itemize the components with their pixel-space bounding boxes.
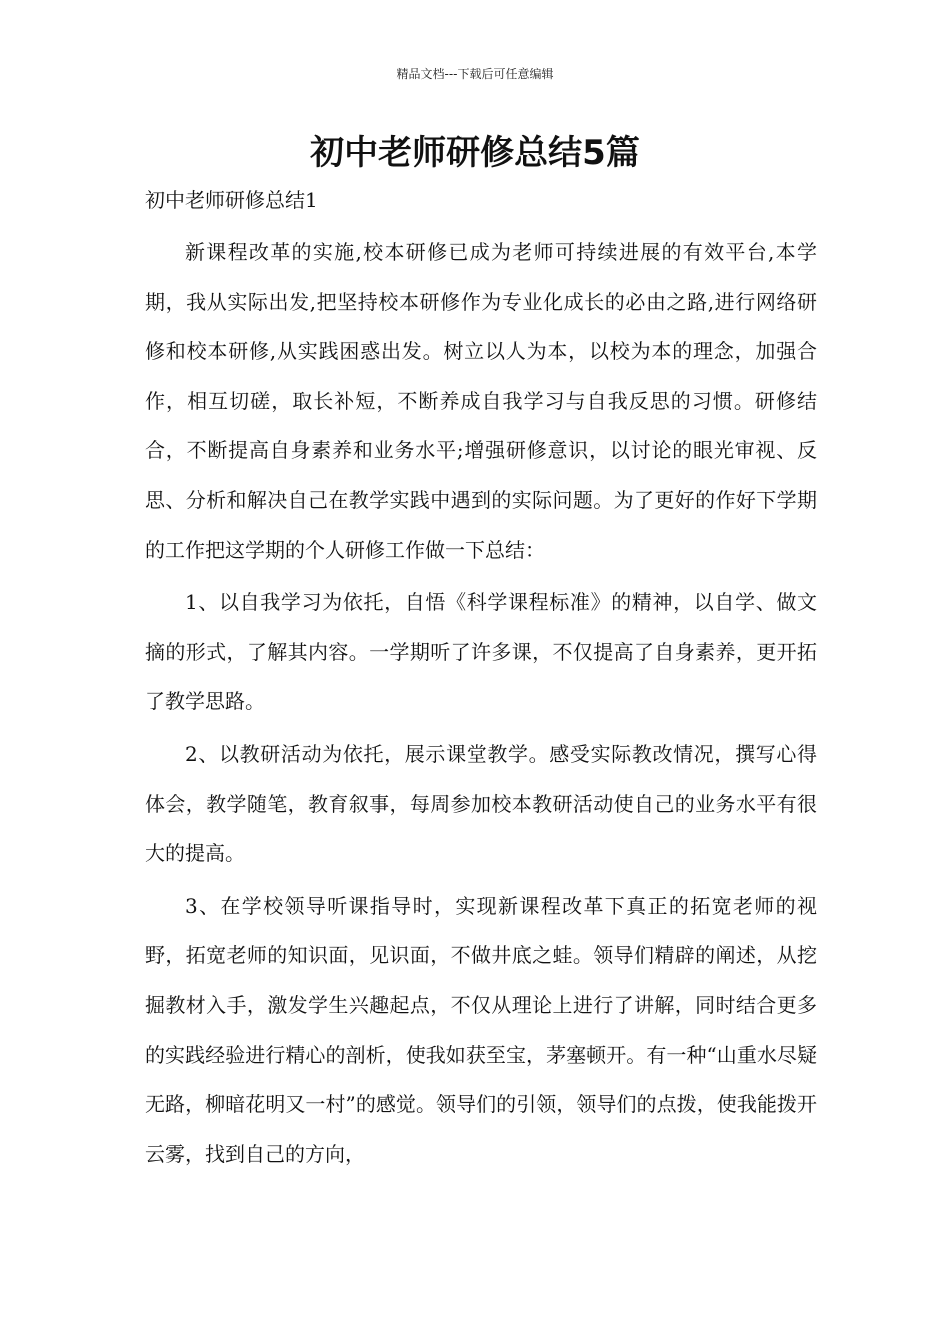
paragraph-item-2: 2、以教研活动为依托，展示课堂教学。感受实际教改情况，撰写心得体会，教学随笔，教育叙事，每周参加校本教研活动使自己的业务水平有很大的提高。: [145, 741, 817, 866]
header-note: 精品文档---下载后可任意编辑: [396, 67, 554, 81]
paragraph-item-3: 3、在学校领导听课指导时，实现新课程改革下真正的拓宽老师的视野，拓宽老师的知识面，见识面，不做井底之蛙。领导们精辟的阐述，从挖掘教材入手，激发学生兴趣起点，不仅从理论上进行了讲解，同时结合更多的实践经验进行精心的剖析，使我如获至宝，茅塞顿开。有一种“山重水尽疑无路，柳暗花明又一村”的感觉。领导们的引领，领导们的点拨，使我能拨开云雾，找到自己的方向，: [145, 893, 817, 1166]
section-heading: 初中老师研修总结1: [145, 188, 318, 212]
paragraph-item-1: 1、以自我学习为依托，自悟《科学课程标准》的精神，以自学、做文摘的形式，了解其内容。一学期听了许多课，不仅提高了自身素养，更开拓了教学思路。: [145, 590, 817, 714]
document-body: [145, 228, 817, 1179]
document-title: 初中老师研修总结5篇: [310, 133, 640, 173]
paragraph-intro: 新课程改革的实施,校本研修已成为老师可持续进展的有效平台,本学期，我从实际出发,把坚持校本研修作为专业化成长的必由之路,进行网络研修和校本研修,从实践困惑出发。树立以人为本，以校为本的理念，加强合作，相互切磋，取长补短，不断养成自我学习与自我反思的习惯。研修结合，不断提高自身素养和业务水平;增强研修意识，以讨论的眼光审视、反思、分析和解决自己在教学实践中遇到的实际问题。为了更好的作好下学期的工作把这学期的个人研修工作做一下总结：: [145, 240, 817, 562]
